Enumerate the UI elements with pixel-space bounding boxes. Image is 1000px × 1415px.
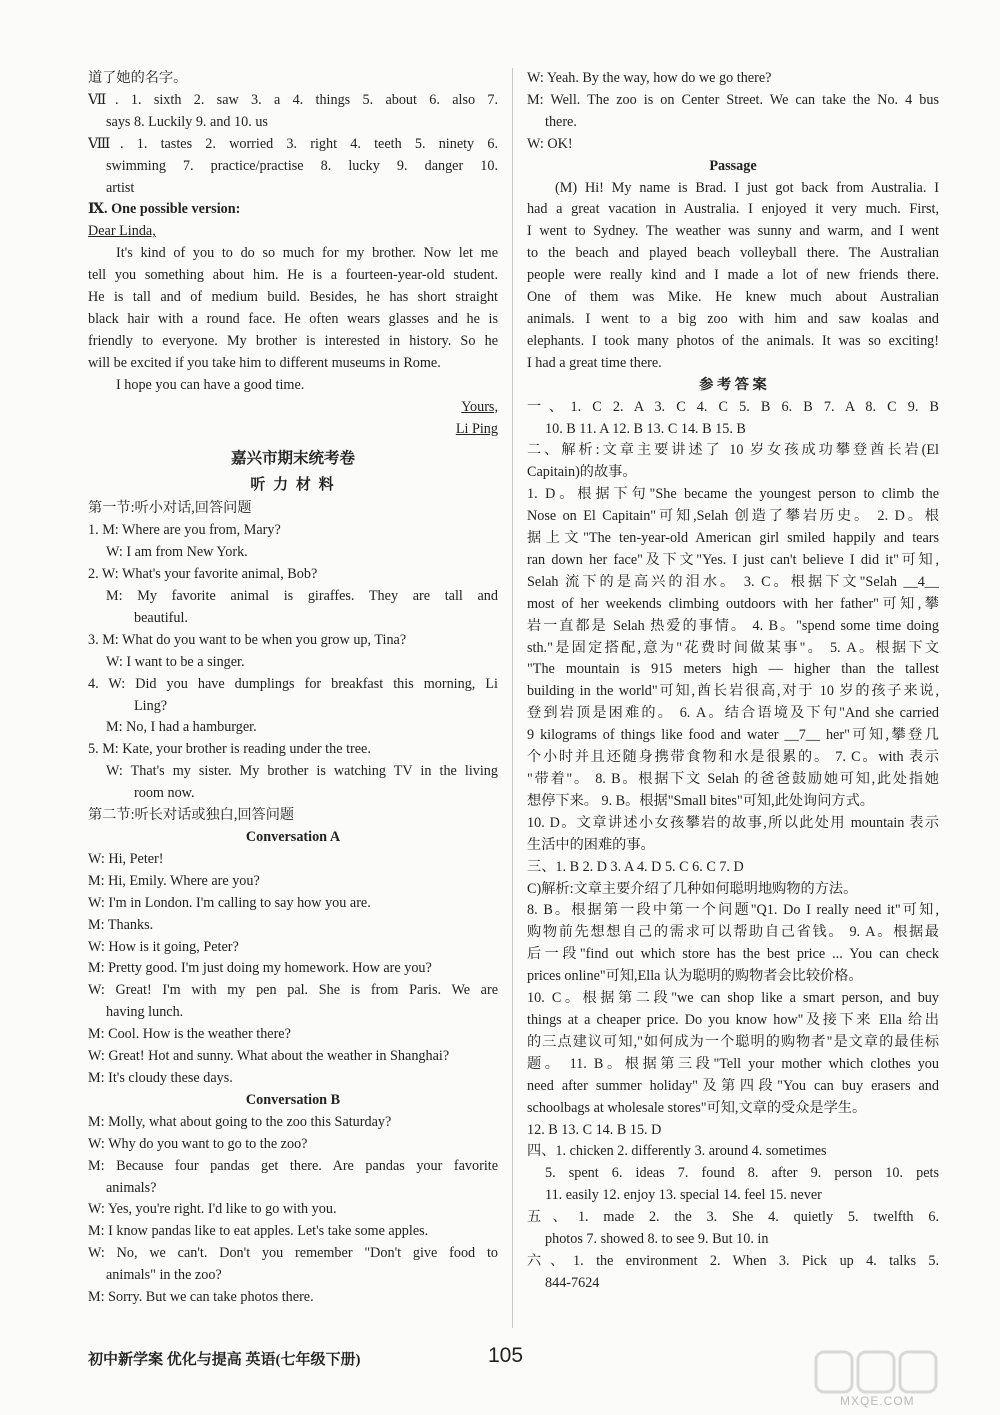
text-line: M: Sorry. But we can take photos there. — [88, 1289, 314, 1306]
text-line: things at a cheaper price. Do you know how"及接下来 Ella 给出 — [527, 1011, 939, 1028]
text-line: 四、1. chicken 2. differently 3. around 4. sometimes — [527, 1143, 827, 1160]
text-line: 道了她的名字。 — [88, 70, 188, 86]
text-line: M: Thanks. — [88, 916, 154, 933]
text-line: 个小时并且还随身携带食物和水是很累的。 7. C。with 表示 — [527, 749, 939, 766]
text-line: 5. M: Kate, your brother is reading under the tree. — [88, 741, 371, 758]
text-line: M: Because four pandas get there. Are pandas your favorite — [88, 1157, 498, 1174]
text-line: Ⅷ. 1. tastes 2. worried 3. right 4. teeth 5. ninety 6. — [88, 135, 498, 152]
text-line: 5. spent 6. ideas 7. found 8. after 9. person 10. pets — [545, 1165, 939, 1182]
text-line: 1. M: Where are you from, Mary? — [88, 522, 281, 539]
listening-script — [88, 498, 498, 1309]
text-line: Dear Linda, — [88, 223, 156, 240]
text-line: tell you something about him. He is a fourteen-year-old student. — [88, 267, 498, 284]
text-line: beautiful. — [134, 609, 188, 626]
text-line: ran down her face"及下文"Yes. I just can't believe I did it"可知, — [527, 551, 939, 568]
text-line: 生活中的困难的事。 — [527, 836, 655, 853]
text-line: "The mountain is 915 meters high — higher than the tallest — [527, 661, 939, 678]
text-line: W: Yeah. By the way, how do we go there? — [527, 70, 772, 86]
text-line: (M) Hi! My name is Brad. I just got back from Australia. I — [555, 179, 939, 196]
text-line: M: It's cloudy these days. — [88, 1069, 233, 1086]
text-line: Capitain)的故事。 — [527, 464, 637, 481]
text-line: 五、1. made 2. the 3. She 4. quietly 5. twelfth 6. — [527, 1209, 939, 1226]
text-line: W: Why do you want to go to the zoo? — [88, 1135, 308, 1152]
text-line: 登到岩顶是困难的。 6. A。结合语境及下句"And she carried — [527, 705, 939, 722]
text-line: artist — [106, 179, 135, 196]
text-line: building in the world"可知,酋长岩很高,对于 10 岁的孩子来说, — [527, 683, 939, 700]
text-line: 六、1. the environment 2. When 3. Pick up 4. talks 5. — [527, 1252, 939, 1269]
text-line: W: No, we can't. Don't you remember "Don't give food to — [88, 1245, 498, 1262]
text-line: 2. W: What's your favorite animal, Bob? — [88, 566, 318, 583]
right-column — [527, 68, 939, 1295]
exam-title: 嘉兴市期末统考卷 — [230, 450, 355, 468]
text-line: 想停下来。 9. B。根据"Small bites"可知,此处询问方式。 — [527, 792, 874, 809]
text-line: 第一节:听小对话,回答问题 — [88, 500, 252, 517]
text-line: 后一段"find out which store has the best price ... You can check — [527, 946, 939, 963]
text-line: 一、1. C 2. A 3. C 4. C 5. B 6. B 7. A 8. C 9. B — [527, 398, 939, 415]
text-line: to the beach and played beach volleyball there. The Australian — [527, 245, 939, 262]
text-line: Conversation A — [245, 829, 341, 845]
text-line: Ling? — [134, 697, 168, 714]
text-line: 3. M: What do you want to be when you grow up, Tina? — [88, 631, 407, 648]
column-divider — [512, 68, 513, 1328]
text-line: Yours, — [461, 398, 498, 415]
text-line: Ⅸ. One possible version: — [88, 201, 241, 218]
text-line: I hope you can have a good time. — [116, 376, 305, 393]
text-line: animals? — [106, 1179, 157, 1196]
text-line: M: My favorite animal is giraffes. They are tall and — [106, 588, 498, 605]
text-line: W: OK! — [527, 135, 573, 152]
text-line: 4. W: Did you have dumplings for breakfast this morning, Li — [88, 675, 498, 692]
text-line: 10. B 11. A 12. B 13. C 14. B 15. B — [545, 420, 746, 437]
text-line: W: I'm in London. I'm calling to say how you are. — [88, 894, 371, 911]
text-line: need after summer holiday"及第四段"You can buy erasers and — [527, 1077, 939, 1094]
text-line: people were really kind and I made a lot of new friends there. — [527, 267, 939, 284]
text-line: animals. I went to a big zoo with him and saw koalas and — [527, 310, 939, 327]
watermark-text: MXQE.COM — [840, 1394, 915, 1408]
text-line: He is tall and of medium build. Besides, he has short straight — [88, 289, 498, 306]
text-line: says 8. Luckily 9. and 10. us — [106, 113, 268, 130]
text-line: 题。 11. B。根据第三段"Tell your mother which clothes you — [527, 1055, 939, 1072]
text-line: It's kind of you to do so much for my brother. Now let me — [116, 245, 498, 262]
left-column — [88, 68, 498, 1309]
text-line: photos 7. showed 8. to see 9. But 10. in — [545, 1231, 769, 1248]
text-line: W: Yes, you're right. I'd like to go with you. — [88, 1201, 337, 1218]
text-line: 12. B 13. C 14. B 15. D — [527, 1121, 662, 1138]
text-line: 1. D。根据下句"She became the youngest person to climb the — [527, 486, 939, 503]
text-line: M: Pretty good. I'm just doing my homework. How are you? — [88, 960, 432, 977]
text-line: 10. D。文章讲述小女孩攀岩的故事,所以此处用 mountain 表示 — [527, 814, 939, 831]
text-line: there. — [545, 113, 577, 130]
text-line: W: Great! I'm with my pen pal. She is from Paris. We are — [88, 982, 498, 999]
text-line: W: Hi, Peter! — [88, 850, 164, 867]
text-line: will be excited if you take him to different museums in Rome. — [88, 354, 441, 371]
text-line: elephants. I took many photos of the animals. It was so exciting! — [527, 332, 939, 349]
text-line: Li Ping — [455, 420, 498, 437]
answers-and-letter — [88, 68, 498, 440]
text-line: 参 考 答 案 — [699, 376, 767, 393]
text-line: M: I know pandas like to eat apples. Let's take some apples. — [88, 1223, 429, 1240]
text-line: sth."是固定搭配,意为"花费时间做某事"。 5. A。根据下文 — [527, 639, 939, 656]
text-line: 购物前先想想自己的需求可以帮助自己省钱。 9. A。根据最 — [527, 924, 939, 941]
text-line: W: I want to be a singer. — [106, 653, 245, 670]
text-line: M: No, I had a hamburger. — [106, 719, 257, 736]
page-number: 105 — [488, 1344, 524, 1367]
text-line: I had a great time there. — [527, 354, 662, 371]
text-line: W: I am from New York. — [106, 544, 248, 561]
text-line: Conversation B — [245, 1091, 341, 1108]
listening-title: 听 力 材 料 — [250, 477, 336, 494]
text-line: 的三点建议可知,"如何成为一个聪明的购物者"是文章的最佳标 — [527, 1033, 939, 1050]
text-line: black hair with a round face. He often wears glasses and he is — [88, 310, 498, 327]
text-line: prices online"可知,Ella 认为聪明的购物者会比较价格。 — [527, 968, 863, 985]
book-title: 初中新学案 优化与提高 英语(七年级下册) — [88, 1352, 361, 1368]
text-line: had a great vacation in Australia. I enjoyed it very much. First, — [527, 201, 939, 218]
text-line: 8. B。根据第一段中第一个问题"Q1. Do I really need it"可知, — [527, 902, 939, 919]
text-line: Selah 流下的是高兴的泪水。 3. C。根据下文"Selah __4__ — [527, 573, 939, 590]
text-line: W: How is it going, Peter? — [88, 938, 239, 955]
text-line: "带着"。 8. B。根据下文 Selah 的爸爸鼓励她可知,此处指她 — [527, 771, 939, 787]
text-line: W: That's my sister. My brother is watching TV in the living — [106, 763, 498, 780]
text-line: 10. C。根据第二段"we can shop like a smart person, and buy — [527, 990, 939, 1007]
text-line: I went to Sydney. The weather was sunny and warm, and I went — [527, 223, 939, 240]
text-line: Nose on El Capitain"可知,Selah 创造了攀岩历史。 2. D。根 — [527, 508, 939, 525]
text-line: swimming 7. practice/practise 8. lucky 9. danger 10. — [106, 157, 498, 174]
text-line: C)解析:文章主要介绍了几种如何聪明地购物的方法。 — [527, 880, 858, 897]
text-line: schoolbags at wholesale stores"可知,文章的受众是学生。 — [527, 1099, 867, 1116]
text-line: 据上文"The ten-year-old American girl smiled happily and tears — [527, 530, 939, 547]
text-line: M: Hi, Emily. Where are you? — [88, 872, 260, 889]
text-line: 二、解析:文章主要讲述了 10 岁女孩成功攀登酋长岩(El — [527, 442, 939, 459]
text-line: 三、1. B 2. D 3. A 4. D 5. C 6. C 7. D — [527, 858, 744, 875]
text-line: Passage — [709, 157, 757, 174]
text-line: W: Great! Hot and sunny. What about the weather in Shanghai? — [88, 1048, 450, 1065]
text-line: 第二节:听长对话或独白,回答问题 — [88, 807, 295, 824]
text-line: room now. — [134, 785, 195, 802]
text-line: most of her weekends climbing outdoors with her father"可知,攀 — [527, 595, 939, 612]
text-line: 844-7624 — [545, 1274, 600, 1291]
text-line: having lunch. — [106, 1004, 184, 1021]
passage-and-answers — [527, 68, 939, 1295]
text-line: M: Molly, what about going to the zoo this Saturday? — [88, 1113, 392, 1130]
text-line: friendly to everyone. My brother is interested in history. So he — [88, 332, 498, 349]
text-line: animals" in the zoo? — [106, 1267, 222, 1284]
text-line: One of them was Mike. He knew much about Australian — [527, 289, 939, 306]
text-line: M: Cool. How is the weather there? — [88, 1026, 291, 1043]
text-line: 9 kilograms of things like food and water __7__ her"可知,攀登几 — [527, 727, 939, 744]
text-line: 11. easily 12. enjoy 13. special 14. feel 15. never — [545, 1187, 822, 1204]
text-line: Ⅶ. 1. sixth 2. saw 3. a 4. things 5. about 6. also 7. — [88, 91, 498, 108]
text-line: M: Well. The zoo is on Center Street. We can take the No. 4 bus — [527, 91, 939, 108]
text-line: 岩一直都是 Selah 热爱的事情。 4. B。"spend some time doing — [527, 617, 939, 634]
